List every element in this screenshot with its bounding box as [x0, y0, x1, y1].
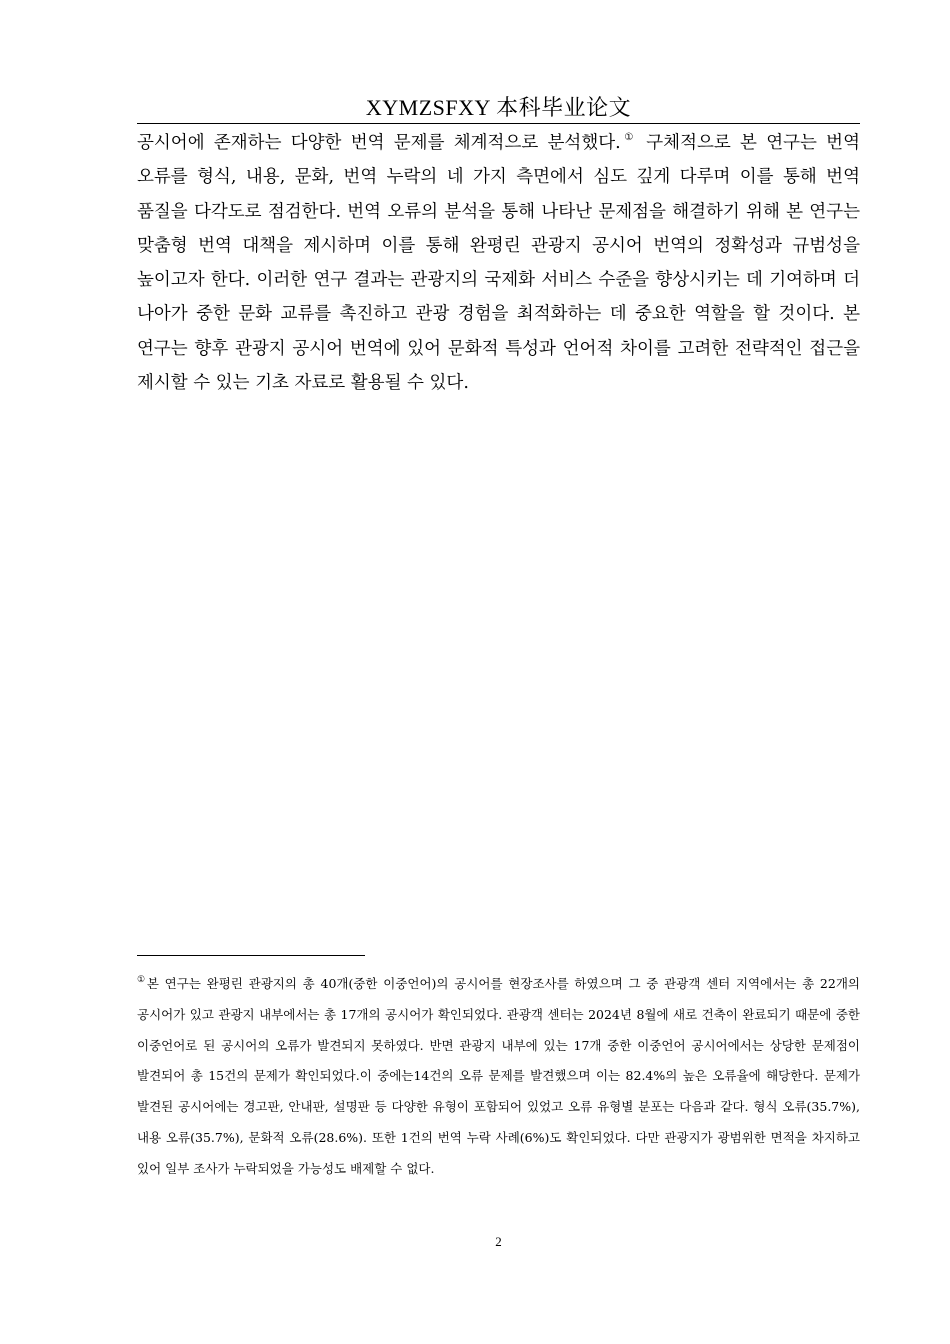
footnote-separator [137, 955, 365, 956]
footnote-text: 본 연구는 완평린 관광지의 총 40개(중한 이중언어)의 공시어를 현장조사를 하였으며 그 중 관광객 센터 지역에서는 총 22개의 공시어가 있고 관광지 내부에서는 총 17개의 공시어가 확인되었다. 관광객 센터는 2024년 8월에 새로 건축이 완료되기 때문에 중한 이중언어로 된 공시어의 오류가 발견되지 못하였다. 반면 관광지 내부에 있는 17개 중한 이중언어 공시어에서는 상당한 문제점이 발견되어 총 15건의 문제가 확인되었다.이 중에는14건의 오류 문제를 발견했으며 이는 82.4%의 높은 오류율에 해당한다. 문제가 발견된 공시어에는 경고판, 안내판, 설명판 등 다양한 유형이 포함되어 있었고 오류 유형별 분포는 다음과 같다. 형식 오류(35.7%), 내용 오류(35.7%), 문화적 오류(28.6%). 또한 1건의 번역 누락 사례(6%)도 확인되었다. 다만 관광지가 광범위한 면적을 차지하고 있어 일부 조사가 누락되었을 가능성도 배제할 수 없다. [137, 976, 860, 1176]
page-number: 2 [495, 1234, 502, 1249]
body-paragraph [137, 126, 860, 400]
running-header: XYMZSFXY 本科毕业论文 [365, 95, 632, 120]
footnote [137, 969, 860, 1185]
header-rule [137, 123, 860, 124]
body-paragraph-start: 공시어에 존재하는 다양한 번역 문제를 체계적으로 분석했다. [137, 133, 621, 153]
footnote-reference[interactable]: ① [620, 132, 638, 143]
footnote-marker: ① [137, 975, 147, 985]
body-paragraph-rest: 구체적으로 본 연구는 번역 오류를 형식, 내용, 문화, 번역 누락의 네 가지 측면에서 심도 깊게 다루며 이를 통해 번역 품질을 다각도로 점검한다. 번역 오류의 분석을 통해 나타난 문제점을 해결하기 위해 본 연구는 맞춤형 번역 대책을 제시하며 이를 통해 완평린 관광지 공시어 번역의 정확성과 규범성을 높이고자 한다. 이러한 연구 결과는 관광지의 국제화 서비스 수준을 향상시키는 데 기여하며 더 나아가 중한 문화 교류를 촉진하고 관광 경험을 최적화하는 데 중요한 역할을 할 것이다. 본 연구는 향후 관광지 공시어 번역에 있어 문화적 특성과 언어적 차이를 고려한 전략적인 접근을 제시할 수 있는 기초 자료로 활용될 수 있다. [137, 133, 860, 394]
